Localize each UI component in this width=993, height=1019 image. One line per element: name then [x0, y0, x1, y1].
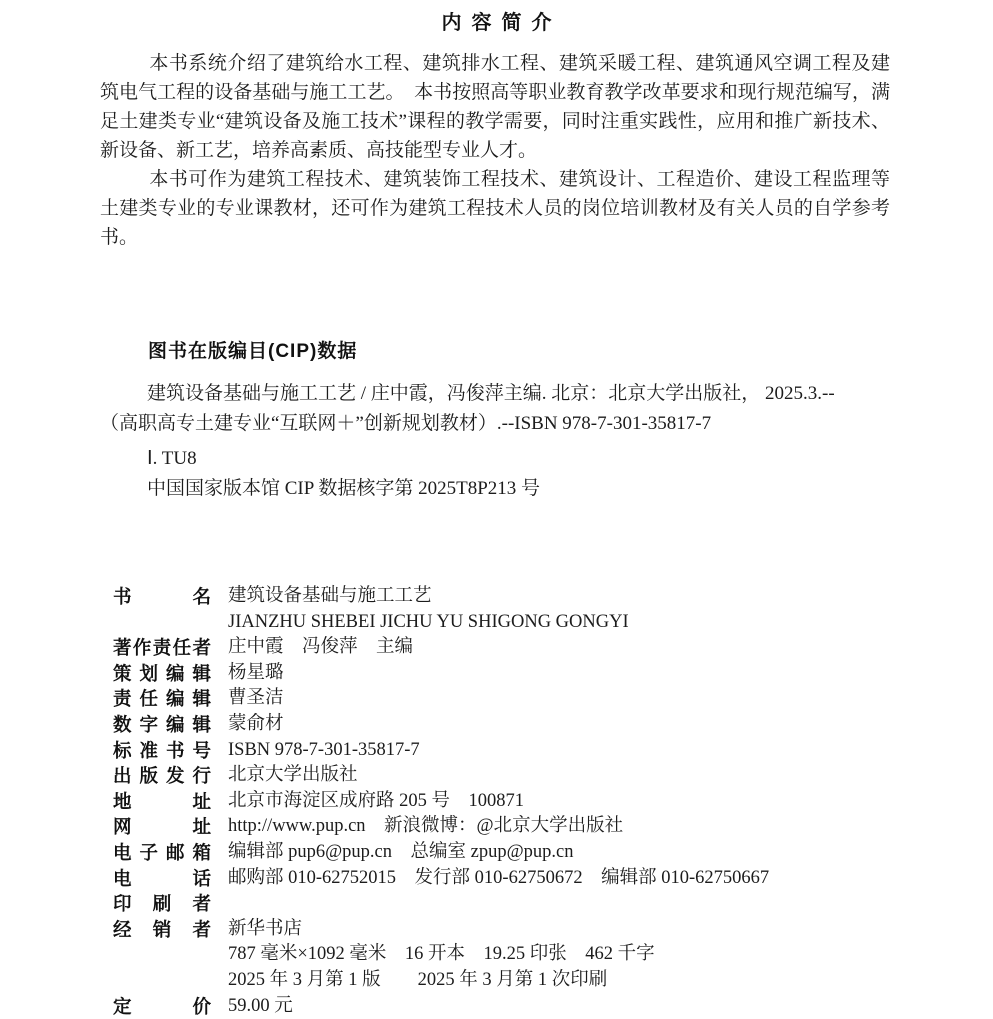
cip-line: 中国国家版本馆 CIP 数据核字第 2025T8P213 号: [100, 474, 890, 504]
colophon-row-planning-editor: [113, 661, 953, 687]
colophon-value: [228, 891, 953, 917]
colophon-value: 787 毫米×1092 毫米 16 开本 19.25 印张 462 千字: [228, 942, 953, 968]
colophon-row-printer: [113, 891, 953, 917]
colophon-label: 数字编辑: [113, 712, 211, 738]
colophon-row-website: [113, 814, 953, 840]
colophon-value: 杨星璐: [228, 661, 953, 687]
colophon-label: 责任编辑: [113, 686, 211, 712]
colophon-value: 2025 年 3 月第 1 版 2025 年 3 月第 1 次印刷: [228, 968, 953, 994]
colophon-label: [113, 968, 211, 994]
colophon-value: 编辑部 pup6@pup.cn 总编室 zpup@pup.cn: [228, 840, 953, 866]
cip-line: （高职高专土建专业“互联网＋”创新规划教材）.--ISBN 978-7-301-35817-7: [100, 409, 890, 439]
colophon-label: 电话: [113, 866, 211, 892]
colophon-row-authors: [113, 635, 953, 661]
colophon-row-address: [113, 789, 953, 815]
colophon-value: 新华书店: [228, 917, 953, 943]
content-summary: [100, 49, 890, 252]
colophon-label: 地址: [113, 789, 211, 815]
colophon-label: 网址: [113, 814, 211, 840]
colophon-label: 电子邮箱: [113, 840, 211, 866]
colophon-value: 蒙俞材: [228, 712, 953, 738]
colophon-value: 曹圣洁: [228, 686, 953, 712]
colophon-label: 出版发行: [113, 763, 211, 789]
colophon-row-email: [113, 840, 953, 866]
colophon-row-pinyin-title: [113, 610, 953, 636]
colophon-label: 策划编辑: [113, 661, 211, 687]
colophon-row-book-title: [113, 584, 953, 610]
cip-line: Ⅰ. TU8: [100, 444, 890, 474]
colophon-row-format: [113, 942, 953, 968]
colophon-row-publisher: [113, 763, 953, 789]
colophon-row-distributor: [113, 917, 953, 943]
colophon-row-responsible-editor: [113, 686, 953, 712]
colophon-value: 邮购部 010-62752015 发行部 010-62750672 编辑部 010-62750667: [228, 866, 953, 892]
colophon-label: 经销者: [113, 917, 211, 943]
colophon-label: 印刷者: [113, 891, 211, 917]
intro-paragraph: 本书可作为建筑工程技术、建筑装饰工程技术、建筑设计、工程造价、建设工程监理等土建类专业的专业课教材，还可作为建筑工程技术人员的岗位培训教材及有关人员的自学参考书。: [100, 165, 890, 252]
colophon-row-telephone: [113, 866, 953, 892]
colophon-value: ISBN 978-7-301-35817-7: [228, 738, 953, 764]
colophon-value: JIANZHU SHEBEI JICHU YU SHIGONG GONGYI: [228, 610, 953, 636]
colophon-label: 标准书号: [113, 738, 211, 764]
cip-section: [100, 336, 890, 504]
colophon-row-price: [113, 994, 953, 1019]
cip-line: 建筑设备基础与施工工艺 / 庄中霞，冯俊萍主编. 北京：北京大学出版社， 2025.3.--: [100, 379, 890, 409]
colophon-label: 著作责任者: [113, 635, 211, 661]
colophon-label: 书名: [113, 584, 211, 610]
colophon-label: [113, 942, 211, 968]
colophon-label: 定价: [113, 994, 211, 1019]
content-summary-title: 内容简介: [0, 6, 993, 35]
colophon-row-edition: [113, 968, 953, 994]
colophon-value: 北京市海淀区成府路 205 号 100871: [228, 789, 953, 815]
intro-paragraph: 本书系统介绍了建筑给水工程、建筑排水工程、建筑采暖工程、建筑通风空调工程及建筑电气工程的设备基础与施工工艺。 本书按照高等职业教育教学改革要求和现行规范编写，满足土建类专业“建筑设备及施工技术”课程的教学需要，同时注重实践性，应用和推广新技术、新设备、新工艺，培养高素质、高技能型专业人才。: [100, 49, 890, 165]
colophon-value: 59.00 元: [228, 994, 953, 1019]
cip-body: [100, 379, 890, 504]
colophon-row-isbn: [113, 738, 953, 764]
colophon-value: 北京大学出版社: [228, 763, 953, 789]
colophon-label: [113, 610, 211, 636]
colophon-value: http://www.pup.cn 新浪微博：@北京大学出版社: [228, 814, 953, 840]
colophon: [113, 584, 953, 1019]
colophon-row-digital-editor: [113, 712, 953, 738]
cip-heading: 图书在版编目(CIP)数据: [148, 336, 890, 363]
colophon-value: 建筑设备基础与施工工艺: [228, 584, 953, 610]
colophon-value: 庄中霞 冯俊萍 主编: [228, 635, 953, 661]
